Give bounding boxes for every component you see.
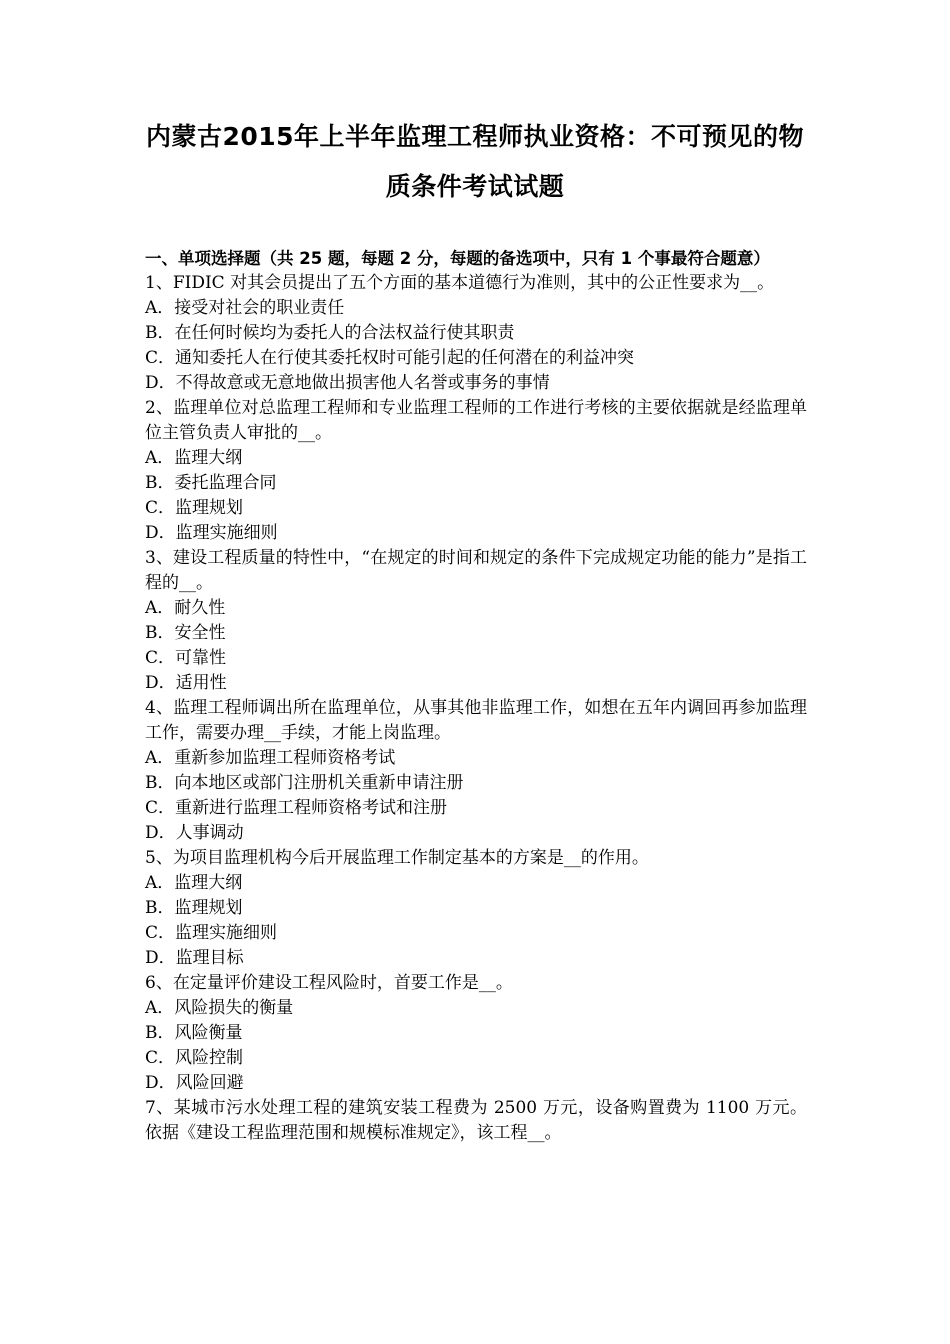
question-stem: 1、FIDIC 对其会员提出了五个方面的基本道德行为准则，其中的公正性要求为__。 — [145, 273, 775, 293]
option-c: C．通知委托人在行使其委托权时可能引起的任何潜在的利益冲突 — [145, 348, 635, 368]
option-b: B．在任何时候均为委托人的合法权益行使其职责 — [145, 323, 515, 343]
option-b: B．向本地区或部门注册机关重新申请注册 — [145, 773, 464, 793]
option-a: A．重新参加监理工程师资格考试 — [145, 748, 396, 768]
document-body — [145, 246, 807, 1146]
question-6 — [145, 971, 807, 1096]
option-c: C．重新进行监理工程师资格考试和注册 — [145, 798, 448, 818]
question-stem: 7、某城市污水处理工程的建筑安装工程费为 2500 万元，设备购置费为 1100 万元。依据《建设工程监理范围和规模标准规定》，该工程__。 — [145, 1098, 807, 1143]
option-a: A．接受对社会的职业责任 — [145, 298, 345, 318]
option-d: D．适用性 — [145, 673, 227, 693]
option-b: B．监理规划 — [145, 898, 243, 918]
question-stem: 4、监理工程师调出所在监理单位，从事其他非监理工作，如想在五年内调回再参加监理工作，需要办理__手续，才能上岗监理。 — [145, 698, 807, 743]
document-title — [120, 112, 830, 212]
option-a: A．风险损失的衡量 — [145, 998, 294, 1018]
option-a: A．监理大纲 — [145, 448, 243, 468]
document-title-line-2: 质条件考试试题 — [385, 172, 565, 201]
option-a: A．耐久性 — [145, 598, 226, 618]
question-stem: 2、监理单位对总监理工程师和专业监理工程师的工作进行考核的主要依据就是经监理单位主管负责人审批的__。 — [145, 398, 807, 443]
section-heading: 一、单项选择题（共 25 题，每题 2 分，每题的备选项中，只有 1 个事最符合题意） — [145, 249, 770, 268]
option-c: C．监理实施细则 — [145, 923, 278, 943]
question-stem: 6、在定量评价建设工程风险时，首要工作是__。 — [145, 973, 513, 993]
question-3 — [145, 546, 807, 696]
question-4 — [145, 696, 807, 846]
question-1 — [145, 271, 807, 396]
option-c: C．风险控制 — [145, 1048, 244, 1068]
option-b: B．风险衡量 — [145, 1023, 243, 1043]
question-stem: 5、为项目监理机构今后开展监理工作制定基本的方案是__的作用。 — [145, 848, 649, 868]
question-stem: 3、建设工程质量的特性中，“在规定的时间和规定的条件下完成规定功能的能力”是指工程的__。 — [145, 548, 807, 593]
option-c: C．监理规划 — [145, 498, 244, 518]
option-d: D．监理实施细则 — [145, 523, 278, 543]
question-2 — [145, 396, 807, 546]
question-5 — [145, 846, 807, 971]
option-d: D．不得故意或无意地做出损害他人名誉或事务的事情 — [145, 373, 550, 393]
option-d: D．人事调动 — [145, 823, 244, 843]
question-7 — [145, 1096, 807, 1146]
option-a: A．监理大纲 — [145, 873, 243, 893]
option-b: B．安全性 — [145, 623, 226, 643]
document-title-line-1: 内蒙古2015年上半年监理工程师执业资格：不可预见的物 — [145, 122, 805, 151]
option-b: B．委托监理合同 — [145, 473, 277, 493]
option-d: D．风险回避 — [145, 1073, 244, 1093]
option-d: D．监理目标 — [145, 948, 244, 968]
option-c: C．可靠性 — [145, 648, 227, 668]
